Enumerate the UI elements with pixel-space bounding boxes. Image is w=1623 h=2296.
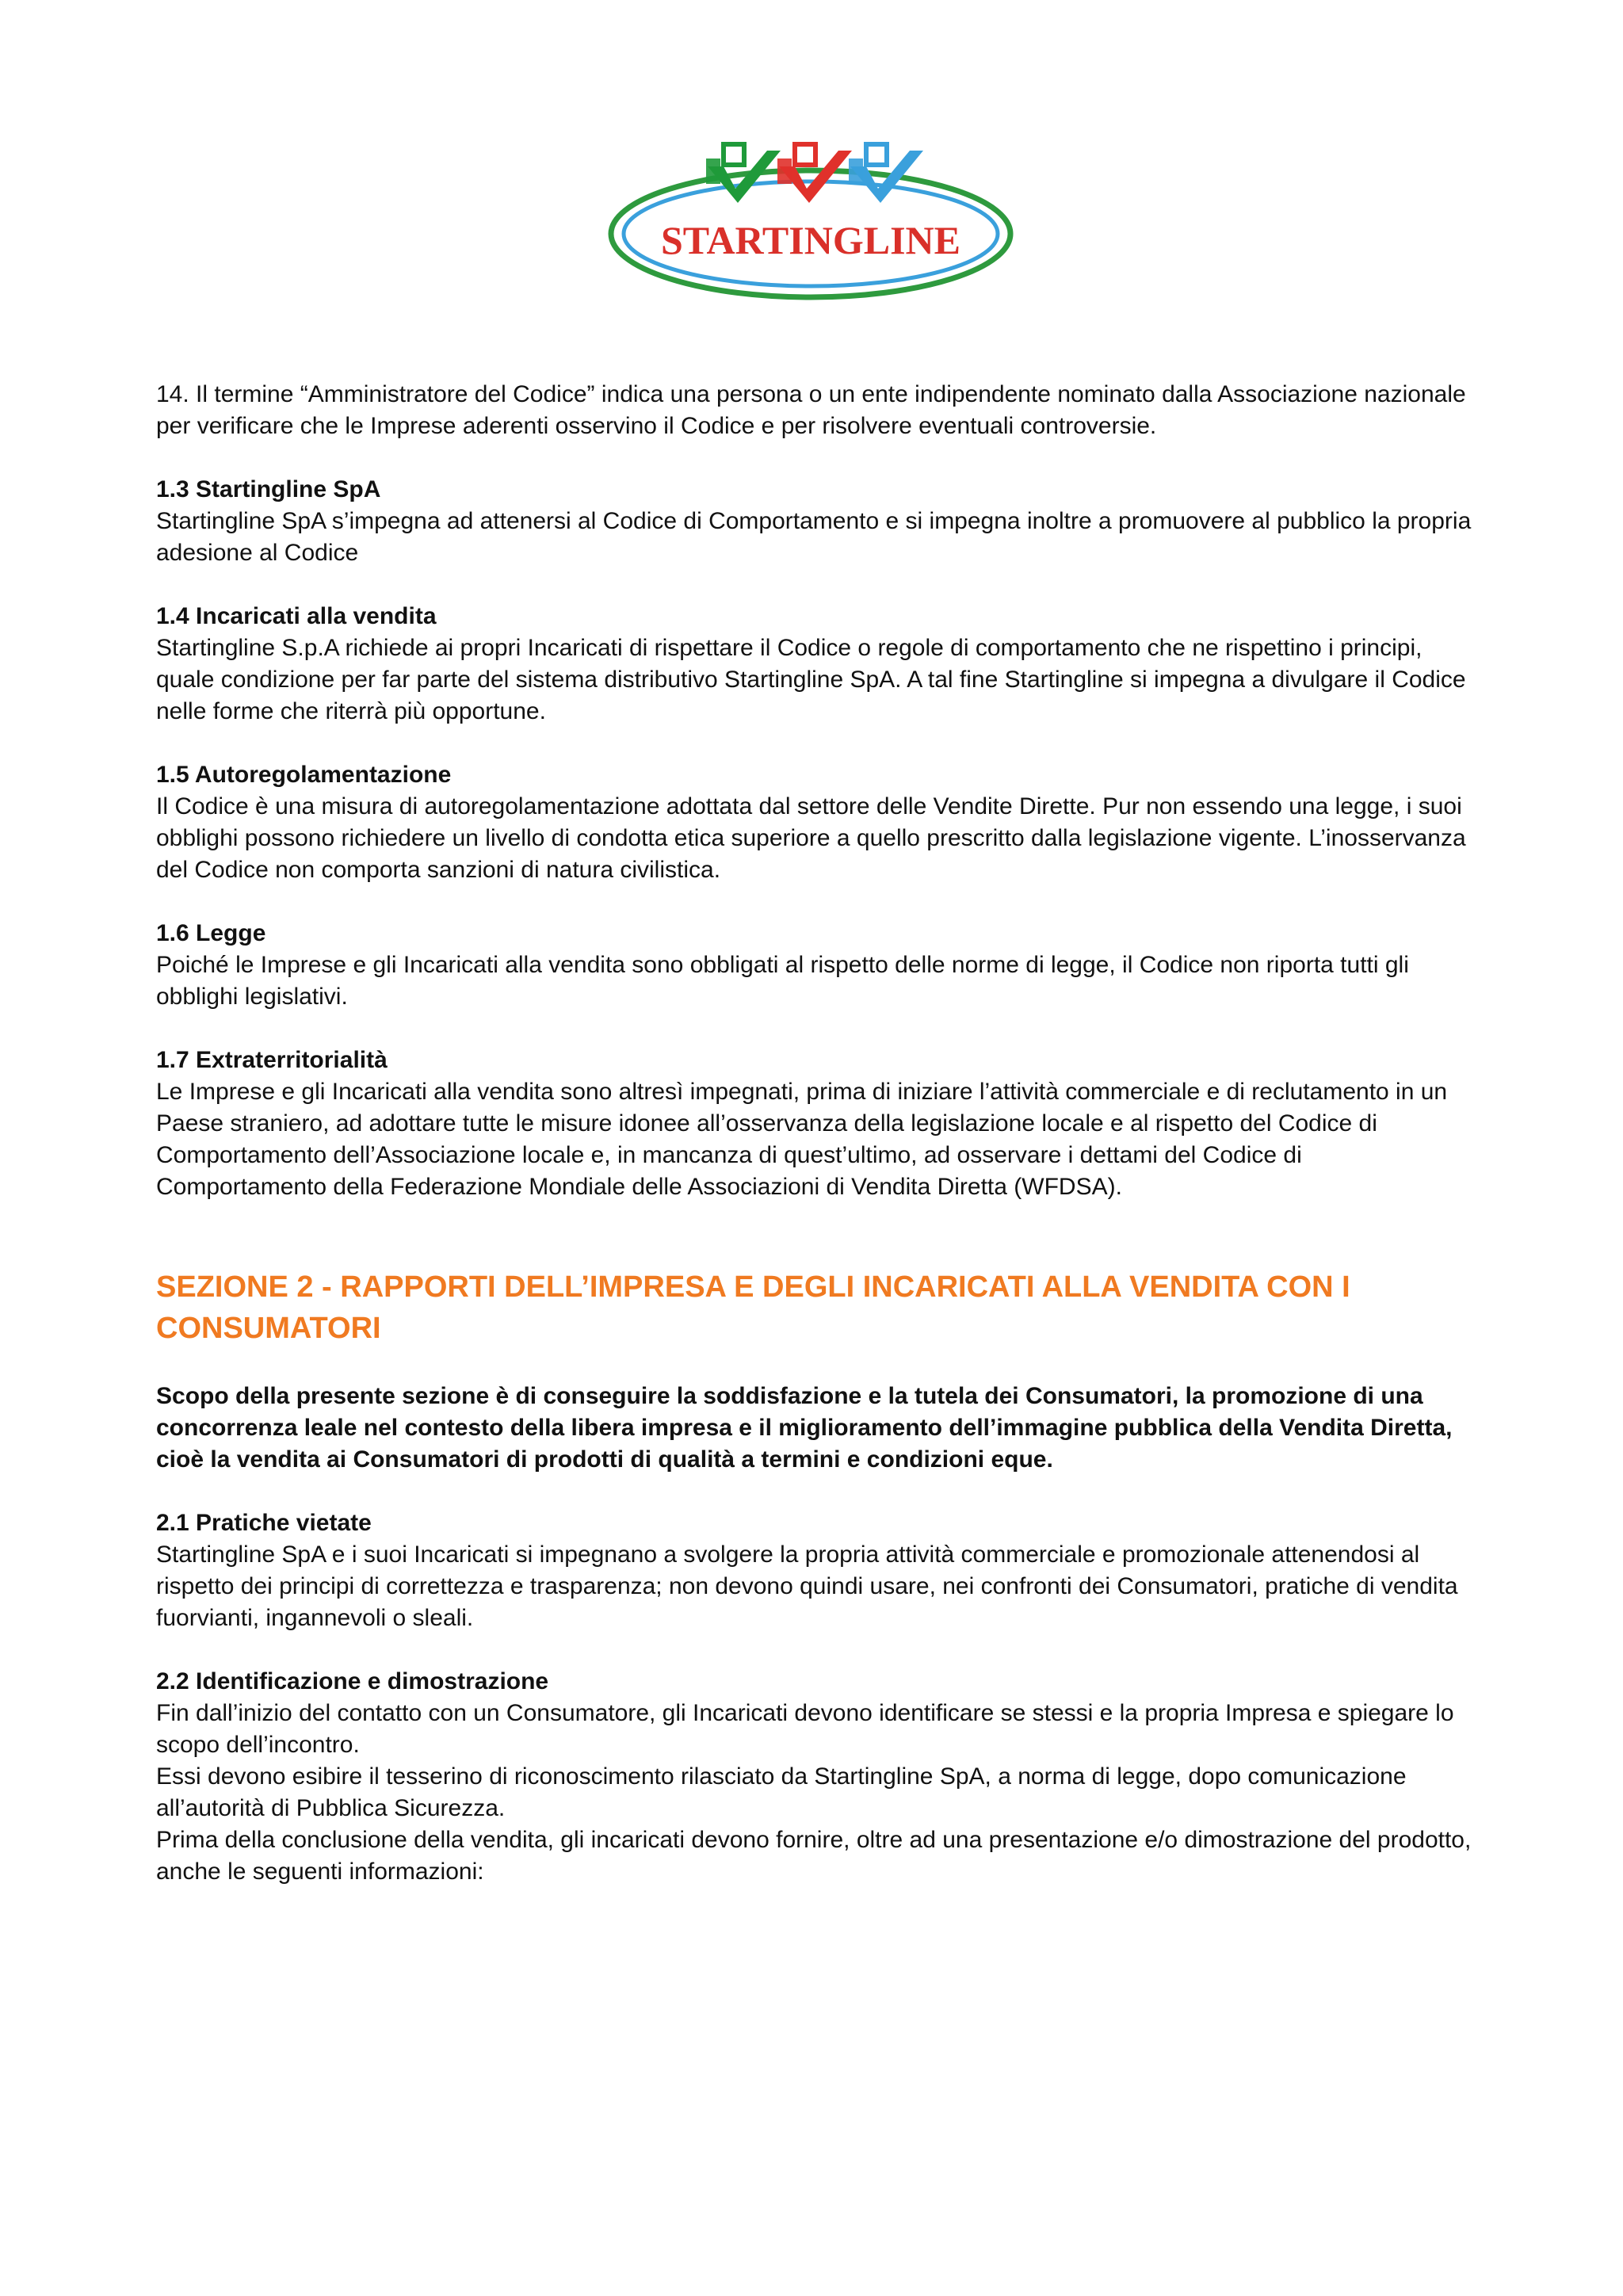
item-14 <box>156 379 1472 442</box>
section-1-7-body: Le Imprese e gli Incaricati alla vendita sono altresì impegnati, prima di iniziare l’attività commerciale e di reclutamento in un Paese straniero, ad adottare tutte le misure idonee all’osservanza della legislazione locale e al rispetto del Codice di Comportamento dell’Associazione locale e, in mancanza di quest’ultimo, ad osservare i dettami del Codice di Comportamento della Federazione Mondiale delle Associazioni di Vendita Diretta (WFDSA). <box>156 1079 1448 1200</box>
svg-text:STARTINGLINE: STARTINGLINE <box>661 218 960 262</box>
section-1-5-body: Il Codice è una misura di autoregolamentazione adottata dal settore delle Vendite Dirette. Pur non essendo una legge, i suoi obblighi possono richiedere un livello di condotta etica superiore a quello prescritto dalla legislazione vigente. L’inosservanza del Codice non comporta sanzioni di natura civilistica. <box>156 793 1466 883</box>
section-1-6 <box>156 918 1472 1013</box>
startingline-logo <box>605 127 1017 301</box>
section-2-1 <box>156 1507 1472 1634</box>
section-1-3 <box>156 474 1472 569</box>
section-1-4-body: Startingline S.p.A richiede ai propri Incaricati di rispettare il Codice o regole di comportamento che ne rispettino i principi, quale condizione per far parte del sistema distributivo Startingline SpA. A tal fine Startingline si impegna a divulgare il Codice nelle forme che riterrà più opportune. <box>156 635 1466 724</box>
section-2-intro-text: Scopo della presente sezione è di conseguire la soddisfazione e la tutela dei Consumatori, la promozione di una concorrenza leale nel contesto della libera impresa e il miglioramento dell’immagine pubblica della Vendita Diretta, cioè la vendita ai Consumatori di prodotti di qualità a termini e condizioni eque. <box>156 1383 1453 1473</box>
section-1-7 <box>156 1045 1472 1203</box>
section-1-3-heading: 1.3 Startingline SpA <box>156 476 381 502</box>
section-1-3-body: Startingline SpA s’impegna ad attenersi al Codice di Comportamento e si impegna inoltre a promuovere al pubblico la propria adesione al Codice <box>156 508 1472 566</box>
section-2-header <box>156 1266 1472 1349</box>
section-1-6-heading: 1.6 Legge <box>156 920 266 946</box>
section-1-5 <box>156 759 1472 886</box>
section-2-2 <box>156 1666 1472 1888</box>
section-1-4 <box>156 601 1472 728</box>
section-2-2-heading: 2.2 Identificazione e dimostrazione <box>156 1668 549 1694</box>
section-1-4-heading: 1.4 Incaricati alla vendita <box>156 603 437 629</box>
section-1-7-heading: 1.7 Extraterritorialità <box>156 1047 388 1073</box>
document-body <box>156 379 1472 1920</box>
item-14-text: 14. Il termine “Amministratore del Codice” indica una persona o un ente indipendente nominato dalla Associazione nazionale per verificare che le Imprese aderenti osservino il Codice e per risolvere eventuali controversie. <box>156 381 1466 439</box>
section-2-2-body-1: Fin dall’inizio del contatto con un Consumatore, gli Incaricati devono identificare se stessi e la propria Impresa e spiegare lo scopo dell’incontro. <box>156 1700 1454 1758</box>
section-2-1-heading: 2.1 Pratiche vietate <box>156 1510 372 1536</box>
section-2-2-body-3: Prima della conclusione della vendita, gli incaricati devono fornire, oltre ad una presentazione e/o dimostrazione del prodotto, anche le seguenti informazioni: <box>156 1827 1472 1885</box>
section-1-6-body: Poiché le Imprese e gli Incaricati alla vendita sono obbligati al rispetto delle norme di legge, il Codice non riporta tutti gli obblighi legislativi. <box>156 952 1409 1010</box>
section-2-title: SEZIONE 2 - RAPPORTI DELL’IMPRESA E DEGLI INCARICATI ALLA VENDITA CON I CONSUMATORI <box>156 1270 1350 1345</box>
section-2-intro <box>156 1381 1472 1476</box>
section-2-2-body-2: Essi devono esibire il tesserino di riconoscimento rilasciato da Startingline SpA, a norma di legge, dopo comunicazione all’autorità di Pubblica Sicurezza. <box>156 1763 1407 1821</box>
section-1-5-heading: 1.5 Autoregolamentazione <box>156 762 452 788</box>
section-2-1-body: Startingline SpA e i suoi Incaricati si impegnano a svolgere la propria attività commerciale e promozionale attenendosi al rispetto dei principi di correttezza e trasparenza; non devono quindi usare, nei confronti dei Consumatori, pratiche di vendita fuorvianti, ingannevoli o sleali. <box>156 1541 1458 1631</box>
